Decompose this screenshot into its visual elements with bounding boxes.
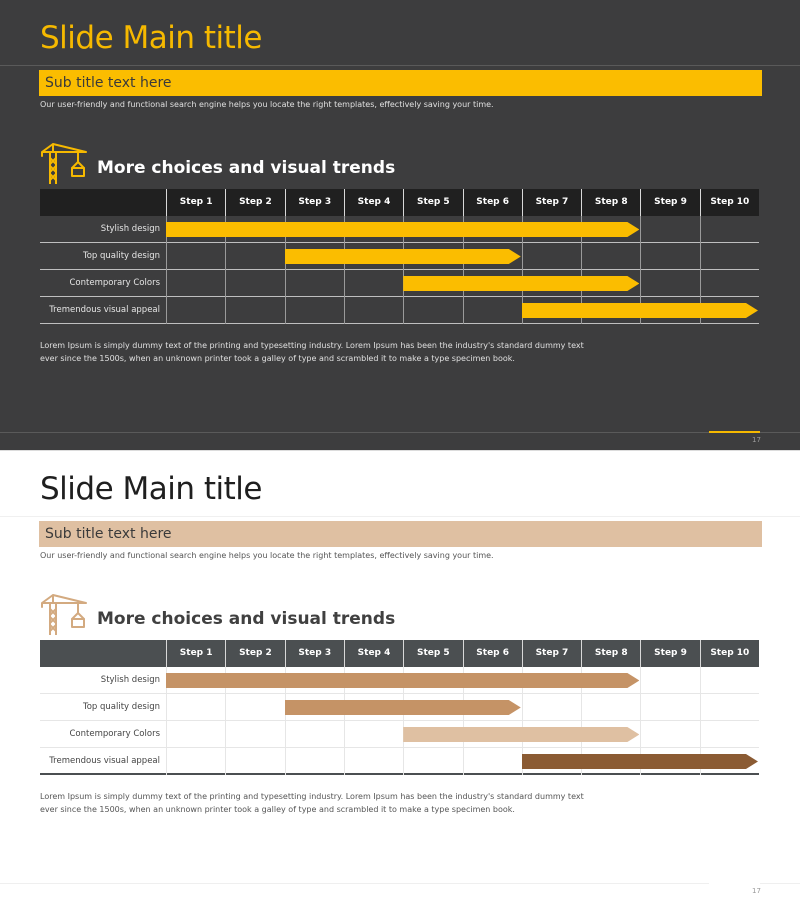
step-header-4: Step 4 [344,640,403,667]
gantt-bar [285,249,521,264]
row-label: Stylish design [100,224,160,234]
grid-line [285,748,286,775]
footer-divider [0,883,800,884]
grid-line [522,694,523,721]
footer-accent [709,431,760,433]
step-header-6: Step 6 [463,189,522,216]
slide-light [0,450,800,900]
gantt-table [40,640,759,775]
row-label: Top quality design [82,251,160,261]
grid-line [166,297,167,324]
grid-line [285,270,286,297]
gantt-row [40,270,759,297]
title-divider [0,516,800,517]
step-header-10: Step 10 [700,640,759,667]
footer-accent [709,882,760,884]
slide-title: Slide Main title [40,471,262,507]
subtitle-bar: Sub title text here [39,521,762,547]
gantt-bar [166,673,639,688]
step-header-7: Step 7 [522,189,581,216]
gantt-header-row [40,640,759,667]
grid-line [700,721,701,748]
grid-line [581,694,582,721]
step-header-4: Step 4 [344,189,403,216]
row-label: Top quality design [82,702,160,712]
grid-line [403,748,404,775]
row-label: Tremendous visual appeal [49,756,160,766]
grid-line [403,297,404,324]
grid-line [344,297,345,324]
step-header-1: Step 1 [166,189,225,216]
grid-line [700,667,701,694]
grid-line [640,270,641,297]
grid-line [166,694,167,721]
gantt-row [40,721,759,748]
page-number: 17 [752,887,761,895]
step-header-9: Step 9 [640,189,699,216]
step-header-9: Step 9 [640,640,699,667]
step-header-1: Step 1 [166,640,225,667]
grid-line [640,667,641,694]
grid-line [700,243,701,270]
row-label: Contemporary Colors [69,729,160,739]
gantt-row [40,216,759,243]
grid-line [225,748,226,775]
grid-line [581,243,582,270]
step-header-3: Step 3 [285,640,344,667]
section-title: More choices and visual trends [97,158,396,178]
page-number: 17 [752,436,761,444]
grid-line [640,243,641,270]
title-divider [0,65,800,66]
lorem-text: Lorem Ipsum is simply dummy text of the printing and typesetting industry. Lorem Ipsum has been the industry's standard dummy text ever since the 1500s, when an unknown printer took a galley of type and scrambled it to make a type specimen book. [40,792,584,814]
row-label: Tremendous visual appeal [49,305,160,315]
crane-icon [40,591,88,635]
grid-line [640,216,641,243]
grid-line [700,216,701,243]
step-header-5: Step 5 [403,640,462,667]
grid-line [225,243,226,270]
grid-line [225,270,226,297]
step-header-7: Step 7 [522,640,581,667]
gantt-row [40,667,759,694]
grid-line [344,270,345,297]
gantt-table [40,189,759,324]
grid-line [225,694,226,721]
slide-description: Our user-friendly and functional search engine helps you locate the right templates, effectively saving your time. [40,100,494,109]
grid-line [166,721,167,748]
step-header-3: Step 3 [285,189,344,216]
gantt-bar [522,303,758,318]
grid-line [700,694,701,721]
step-header-5: Step 5 [403,189,462,216]
gantt-bar [403,727,639,742]
grid-line [344,721,345,748]
grid-line [285,297,286,324]
gantt-bar [522,754,758,769]
grid-line [285,721,286,748]
grid-line [522,243,523,270]
gantt-bar [166,222,639,237]
gantt-row [40,243,759,270]
grid-line [225,721,226,748]
grid-line [166,243,167,270]
step-header-2: Step 2 [225,189,284,216]
section-title: More choices and visual trends [97,609,396,629]
gantt-header-row [40,189,759,216]
gantt-bar [285,700,521,715]
step-header-10: Step 10 [700,189,759,216]
row-label: Contemporary Colors [69,278,160,288]
lorem-text: Lorem Ipsum is simply dummy text of the printing and typesetting industry. Lorem Ipsum has been the industry's standard dummy text ever since the 1500s, when an unknown printer took a galley of type and scrambled it to make a type specimen book. [40,341,584,363]
step-header-2: Step 2 [225,640,284,667]
gantt-row [40,748,759,775]
row-label: Stylish design [100,675,160,685]
step-header-8: Step 8 [581,189,640,216]
grid-line [640,721,641,748]
grid-line [463,748,464,775]
gantt-bar [403,276,639,291]
gantt-row [40,694,759,721]
grid-line [463,297,464,324]
grid-line [225,297,226,324]
step-header-8: Step 8 [581,640,640,667]
subtitle-bar: Sub title text here [39,70,762,96]
footer-divider [0,432,800,433]
grid-line [640,694,641,721]
grid-line [166,270,167,297]
step-header-6: Step 6 [463,640,522,667]
grid-line [700,270,701,297]
slide-title: Slide Main title [40,20,262,56]
grid-line [166,748,167,775]
slide-description: Our user-friendly and functional search engine helps you locate the right templates, effectively saving your time. [40,551,494,560]
gantt-row [40,297,759,324]
crane-icon [40,140,88,184]
grid-line [344,748,345,775]
